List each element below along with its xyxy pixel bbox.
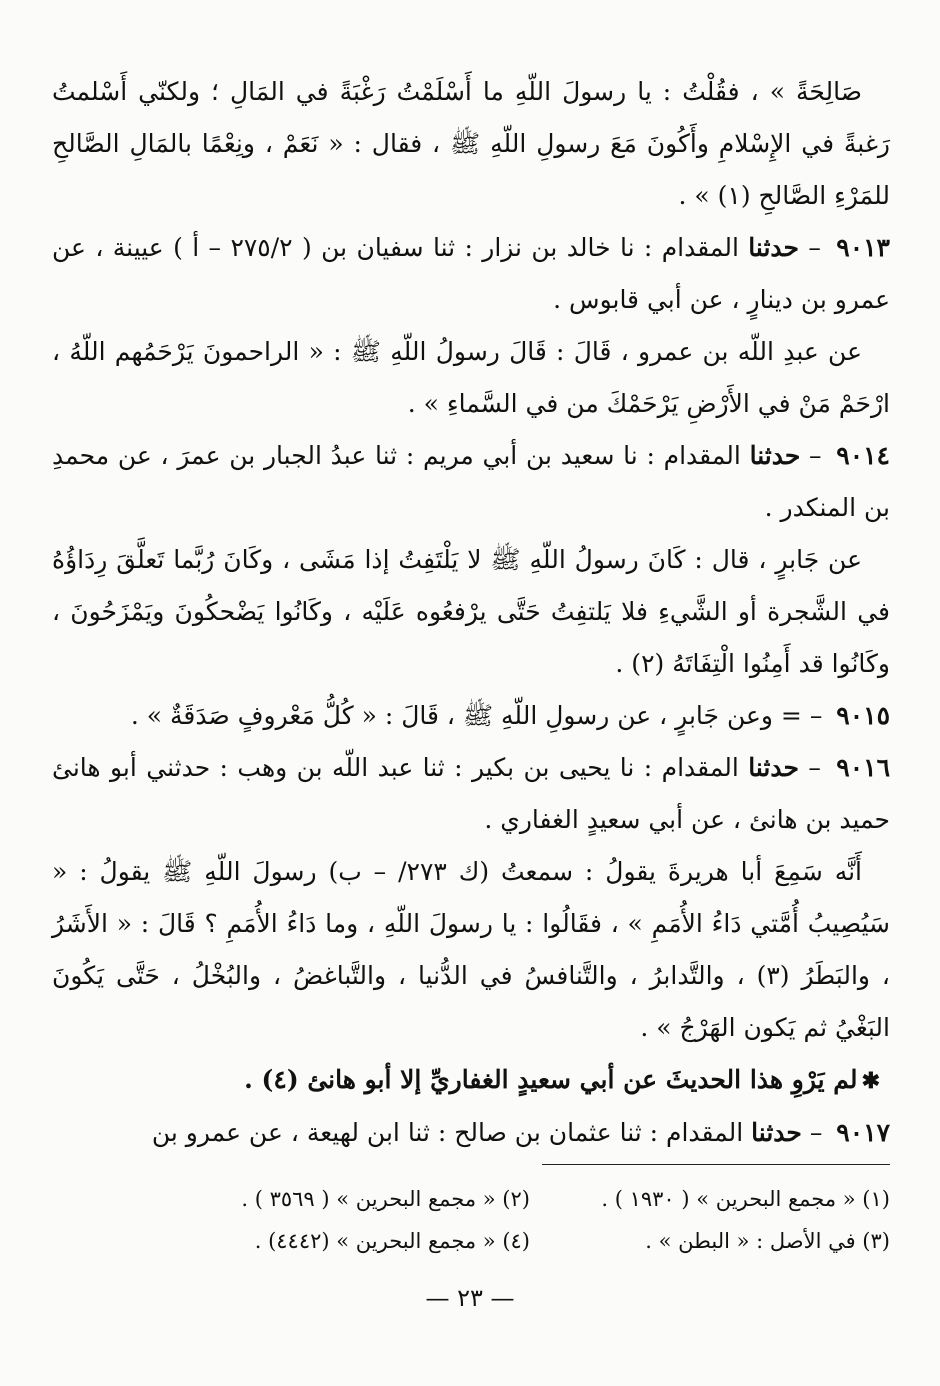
- page-number: — ٢٣ —: [425, 1284, 515, 1312]
- hadith-9013: [52, 222, 890, 326]
- paragraph-5: عن جَابرٍ ، قال : كَانَ رسولُ اللّهِ ﷺ لا يَلْتَفِتُ إذا مَشَى ، وكَانَ رُبَّما تَعلَّقَ رِدَاؤُهُ في الشَّجرة أو الشَّيءِ فلا يَلتفِتُ حَتَّى يرْفعُوه عَلَيْه ، وكَانُوا يَضْحكُونَ ويَمْزَحُونَ ، وكَانُوا قد أَمِنُوا الْتِفَاتَهُ (٢) .: [52, 545, 890, 678]
- editor-note: [52, 1054, 890, 1107]
- footnote-2: (٢) « مجمع البحرين » ( ٣٥٦٩ ) .: [241, 1187, 530, 1211]
- hadith-separator: –: [800, 441, 831, 470]
- footnote-1: (١) « مجمع البحرين » ( ١٩٣٠ ) .: [601, 1187, 890, 1211]
- hadith-9016: [52, 742, 890, 846]
- paragraph-8: أَنَّه سَمِعَ أبا هريرةَ يقولُ : سمعتُ (ك ٢٧٣/ – ب) رسولَ اللّهِ ﷺ يقولُ : « سَيُصِيبُ أُمَّتي دَاءُ الأُمَمِ » ، فقَالُوا : يا رسولَ اللّهِ ، وما دَاءُ الأُمَمِ ؟ قَالَ : « الأَشَرُ ، والبَطَرُ (٣) ، والتَّدابرُ ، والتَّنافسُ في الدُّنيا ، والتَّباغضُ ، والبُخْلُ ، حَتَّى يَكُونَ البَغْيُ ثم يَكون الهَرْجُ » .: [52, 857, 890, 1042]
- footnote-3: (٣) في الأصل : « البطن » .: [645, 1229, 890, 1253]
- paragraph-1: صَالِحَةً » ، فقُلْتُ : يا رسولَ اللّهِ ما أَسْلَمْتُ رَغْبَةً في المَالِ ؛ ولكنّي أَسْلمتُ رَغبةً في الإِسْلامِ وأَكُونَ مَعَ رسولِ اللّهِ ﷺ ، فقال : « نَعَمْ ، ونِعْمًا بالمَالِ الصَّالحِ للمَرْءِ الصَّالحِ (١) » .: [52, 77, 890, 210]
- hadith-text: = وعن جَابرٍ ، عن رسولِ اللّهِ ﷺ ، قَالَ : « كُلُّ مَعْروفٍ صَدَقَةٌ » .: [130, 701, 802, 730]
- paragraph-3: عن عبدِ اللّه بن عمرو ، قَالَ : قَالَ رسولُ اللّهِ ﷺ : « الراحمونَ يَرْحَمُهم اللّهُ ، ارْحَمْ مَنْ في الأَرْضِ يَرْحَمْكَ من في السَّماءِ » .: [52, 337, 890, 418]
- star-icon: ✱: [861, 1068, 880, 1094]
- hadith-separator: –: [799, 233, 831, 262]
- hadith-number: ٩٠١٣: [836, 233, 890, 262]
- footnote-4: (٤) « مجمع البحرين » (٤٤٤٢) .: [254, 1229, 530, 1253]
- hadith-separator: –: [798, 753, 831, 782]
- hadith-number: ٩٠١٧: [836, 1118, 890, 1147]
- hadith-separator: –: [801, 1118, 831, 1147]
- footnote-row: [52, 1178, 890, 1220]
- hadith-number: ٩٠١٦: [836, 753, 890, 782]
- hadith-text: المقدام : نا يحيى بن بكير : ثنا عبد اللّه بن وهب : حدثني أبو هانئ حميد بن هانئ ، عن أبي سعيدٍ الغفاري .: [52, 753, 890, 834]
- footnote-divider: [542, 1164, 890, 1165]
- hadith-label: حدثنا: [748, 233, 799, 262]
- hadith-text: المقدام : نا سعيد بن أبي مريم : ثنا عبدُ الجبار بن عمرَ ، عن محمدِ بن المنكدر .: [52, 441, 890, 522]
- hadith-label: حدثنا: [748, 753, 799, 782]
- main-text: [52, 66, 890, 1159]
- hadith-9014: [52, 430, 890, 534]
- hadith-label: حدثنا: [749, 441, 801, 470]
- footnote-row: [52, 1220, 890, 1262]
- hadith-number: ٩٠١٥: [836, 701, 890, 730]
- editor-note-text: لم يَرْوِ هذا الحديثَ عن أبي سعيدٍ الغفاريِّ إلا أبو هانئ (٤) .: [244, 1065, 858, 1094]
- footnotes: [52, 1178, 890, 1262]
- hadith-label: حدثنا: [751, 1118, 802, 1147]
- hadith-number: ٩٠١٤: [836, 441, 890, 470]
- hadith-9017: [52, 1107, 890, 1159]
- hadith-text: المقدام : نا خالد بن نزار : ثنا سفيان بن ( ٢٧٥/٢ – أ ) عيينة ، عن عمرو بن دينارٍ ، عن أبي قابوس .: [52, 233, 890, 314]
- hadith-9015: [52, 690, 890, 742]
- hadith-separator: –: [801, 701, 831, 730]
- hadith-text: المقدام : ثنا عثمان بن صالح : ثنا ابن لهيعة ، عن عمرو بن: [151, 1118, 752, 1147]
